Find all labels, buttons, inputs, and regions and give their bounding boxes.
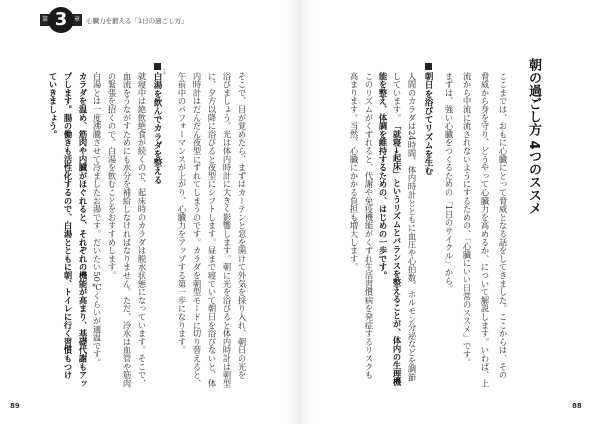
bold-text: ていきましょう。 bbox=[48, 72, 58, 139]
section-heading bbox=[151, 63, 163, 184]
text-column bbox=[191, 72, 203, 387]
chapter-prefix: 第 bbox=[40, 14, 50, 26]
text-column bbox=[236, 72, 248, 379]
text-column bbox=[121, 72, 133, 387]
body-text: 人間のカラダは24時間、体内時計とともに血圧や心拍数、ホルモン分泌などを調節 bbox=[407, 72, 417, 382]
body-text: しています。 bbox=[392, 72, 402, 122]
text-column bbox=[176, 72, 188, 354]
chapter-suffix: 章 bbox=[72, 14, 82, 26]
heading-ruby: さゆ bbox=[163, 68, 167, 75]
chapter-number-badge: 3 bbox=[48, 7, 74, 33]
body-text: まずは、強い心臓をつくるための「1日のサイクル」から。 bbox=[444, 72, 454, 294]
text-column bbox=[206, 72, 218, 387]
text-column bbox=[461, 72, 473, 367]
chapter-header bbox=[40, 6, 188, 34]
text-column bbox=[136, 72, 148, 387]
body-text: 白湯とは一度沸騰させて冷ましたお湯です。だいたい50℃くらいが適温です。 bbox=[92, 72, 102, 367]
body-text: そこで、目が覚めたら、まずはカーテンと窓を開けて外気を採り入れ、朝日の光を bbox=[237, 72, 247, 380]
body-text: に、夕方以降に浴びると夜型にシフトします。昼まで寝ていて朝日を浴びないと、体 bbox=[207, 72, 217, 388]
text-column bbox=[62, 72, 74, 379]
bold-text: プします。腸の働きも活性化するので、白湯とともに朝、トイレに行く習慣もつけ bbox=[63, 72, 73, 380]
text-column bbox=[443, 72, 455, 293]
text-column bbox=[47, 72, 59, 138]
text-column bbox=[497, 72, 509, 379]
body-text: 高まります。当然、心臓にかかる負担も増大します。 bbox=[349, 72, 359, 272]
body-text: 就寝中は絶飲絶食が続くので、起床時のカラダは脱水状態になっています。そこで、 bbox=[137, 72, 147, 388]
book-gutter bbox=[286, 0, 314, 424]
page-number-right: 88 bbox=[572, 402, 582, 410]
text-column bbox=[106, 72, 118, 280]
text-column bbox=[406, 72, 418, 381]
section-heading-text: 朝日を浴びてリズムを生む bbox=[423, 72, 433, 176]
body-text: 流から中流に流されないようにするための、「心臓にいい日常のススメ」です。 bbox=[462, 72, 472, 367]
body-text: このリズムがくずれると、代謝や免疫機能がくずれ生活習慣病を発症するリスクも bbox=[364, 72, 374, 380]
bold-text: 能を整え、体調を維持するための、はじめの一歩です。 bbox=[378, 72, 388, 280]
section-heading-text: 白湯を飲んでカラダを整える bbox=[152, 72, 162, 184]
text-column bbox=[221, 72, 233, 387]
section-title: 朝の過ごし方 4つのススメ bbox=[526, 58, 541, 215]
text-column bbox=[363, 72, 375, 379]
section-heading bbox=[422, 63, 434, 175]
page-number-left: 89 bbox=[10, 402, 20, 410]
body-text: 内時計はだんだん夜型にずれてしまうのです。カラダを朝型モードに切り替えると、 bbox=[192, 72, 202, 388]
body-text: 血流をうながすためにも水分を補給しなければなりません。ただ、冷水は血管や筋肉 bbox=[122, 72, 132, 388]
square-bullet-icon bbox=[425, 63, 432, 70]
body-text: 脅威から身を守り、どうやって心臓力を高めるか、について解説します。いわば、上 bbox=[480, 72, 490, 388]
bold-text: 「就寝→起床」というリズムとバランスを整えることが、体内の生理機 bbox=[392, 121, 402, 387]
body-text: 浴びましょう。光は体内時計に大きく影響します。朝に光を浴びると体内時計は朝型 bbox=[222, 72, 232, 388]
chapter-title: 心臓力を鍛える「1日の過ごし方」 bbox=[86, 16, 188, 25]
text-column bbox=[77, 72, 89, 387]
body-text: ここまでは、おもに心臓にとって脅威となる話をしてきました。ここからは、その bbox=[498, 72, 508, 380]
body-text: 午前中のパフォーマンスが上がり、心臓力をアップする第一歩になります。 bbox=[177, 72, 187, 355]
text-column bbox=[479, 72, 491, 387]
text-column bbox=[91, 72, 103, 366]
body-text: の緊張を招くので、白湯を飲むことをおすすめします。 bbox=[107, 72, 117, 280]
text-column bbox=[391, 72, 403, 386]
square-bullet-icon bbox=[154, 63, 161, 70]
text-column bbox=[377, 72, 389, 280]
bold-text: カラダを温め、筋肉や内臓がほぐれると、それぞれの機能が高まり、基礎代謝もアッ bbox=[78, 72, 88, 388]
text-column bbox=[348, 72, 360, 271]
